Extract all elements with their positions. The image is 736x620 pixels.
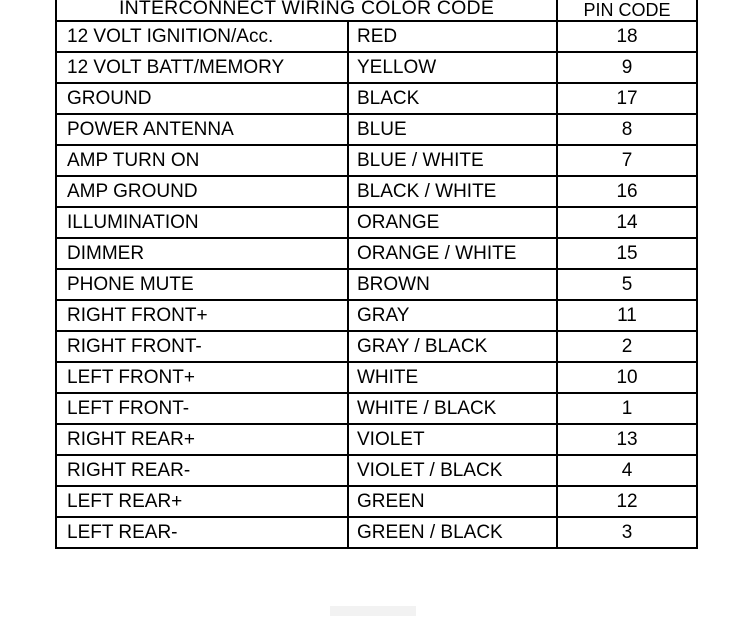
- cell-pin-code: 17: [557, 83, 697, 114]
- table-row: [56, 424, 697, 455]
- cell-pin-code: 18: [557, 21, 697, 52]
- table-header: [56, 0, 697, 21]
- cell-pin-code: 15: [557, 238, 697, 269]
- cell-function: PHONE MUTE: [56, 269, 348, 300]
- cell-wire-color: GRAY / BLACK: [348, 331, 557, 362]
- cell-function: LEFT FRONT+: [56, 362, 348, 393]
- cell-pin-code: 11: [557, 300, 697, 331]
- cell-function: RIGHT FRONT-: [56, 331, 348, 362]
- cell-pin-code: 1: [557, 393, 697, 424]
- table-row: [56, 176, 697, 207]
- cell-function: RIGHT REAR+: [56, 424, 348, 455]
- cell-pin-code: 7: [557, 145, 697, 176]
- table-row: [56, 486, 697, 517]
- cell-function: AMP GROUND: [56, 176, 348, 207]
- table-row: [56, 269, 697, 300]
- cell-wire-color: BLUE: [348, 114, 557, 145]
- cell-wire-color: GREEN: [348, 486, 557, 517]
- cell-pin-code: 3: [557, 517, 697, 548]
- cell-wire-color: WHITE: [348, 362, 557, 393]
- cell-function: POWER ANTENNA: [56, 114, 348, 145]
- table-row: [56, 207, 697, 238]
- table-row: [56, 145, 697, 176]
- pin-code-header-line2: PIN CODE: [583, 0, 671, 21]
- cell-wire-color: RED: [348, 21, 557, 52]
- cell-pin-code: 8: [557, 114, 697, 145]
- table-row: [56, 331, 697, 362]
- cell-function: ILLUMINATION: [56, 207, 348, 238]
- cell-function: LEFT FRONT-: [56, 393, 348, 424]
- cell-wire-color: BROWN: [348, 269, 557, 300]
- cell-function: RIGHT REAR-: [56, 455, 348, 486]
- table-row: [56, 21, 697, 52]
- table-row: [56, 362, 697, 393]
- cell-wire-color: BLACK / WHITE: [348, 176, 557, 207]
- cell-function: RIGHT FRONT+: [56, 300, 348, 331]
- cell-wire-color: ORANGE: [348, 207, 557, 238]
- table-row: [56, 393, 697, 424]
- cell-function: 12 VOLT BATT/MEMORY: [56, 52, 348, 83]
- table-row: [56, 238, 697, 269]
- table-body: [56, 21, 697, 548]
- cell-function: LEFT REAR-: [56, 517, 348, 548]
- cell-function: 12 VOLT IGNITION/Acc.: [56, 21, 348, 52]
- cell-wire-color: WHITE / BLACK: [348, 393, 557, 424]
- cell-pin-code: 14: [557, 207, 697, 238]
- cell-pin-code: 5: [557, 269, 697, 300]
- cell-wire-color: ORANGE / WHITE: [348, 238, 557, 269]
- cell-wire-color: VIOLET / BLACK: [348, 455, 557, 486]
- table-title: INTERCONNECT WIRING COLOR CODE: [56, 0, 557, 21]
- scan-artifact: [330, 606, 416, 616]
- cell-pin-code: 13: [557, 424, 697, 455]
- cell-pin-code: 10: [557, 362, 697, 393]
- cell-pin-code: 9: [557, 52, 697, 83]
- cell-pin-code: 2: [557, 331, 697, 362]
- cell-wire-color: BLACK: [348, 83, 557, 114]
- header-row: [56, 0, 697, 21]
- table-row: [56, 517, 697, 548]
- table-row: [56, 52, 697, 83]
- cell-function: LEFT REAR+: [56, 486, 348, 517]
- cell-function: GROUND: [56, 83, 348, 114]
- table-row: [56, 455, 697, 486]
- interconnect-wiring-color-code-table: [55, 0, 698, 549]
- cell-wire-color: GRAY: [348, 300, 557, 331]
- cell-wire-color: VIOLET: [348, 424, 557, 455]
- cell-function: AMP TURN ON: [56, 145, 348, 176]
- cell-pin-code: 12: [557, 486, 697, 517]
- cell-wire-color: GREEN / BLACK: [348, 517, 557, 548]
- cell-pin-code: 4: [557, 455, 697, 486]
- table-row: [56, 300, 697, 331]
- cell-wire-color: BLUE / WHITE: [348, 145, 557, 176]
- table-row: [56, 83, 697, 114]
- cell-wire-color: YELLOW: [348, 52, 557, 83]
- cell-pin-code: 16: [557, 176, 697, 207]
- pin-code-header: [557, 0, 697, 21]
- table-row: [56, 114, 697, 145]
- cell-function: DIMMER: [56, 238, 348, 269]
